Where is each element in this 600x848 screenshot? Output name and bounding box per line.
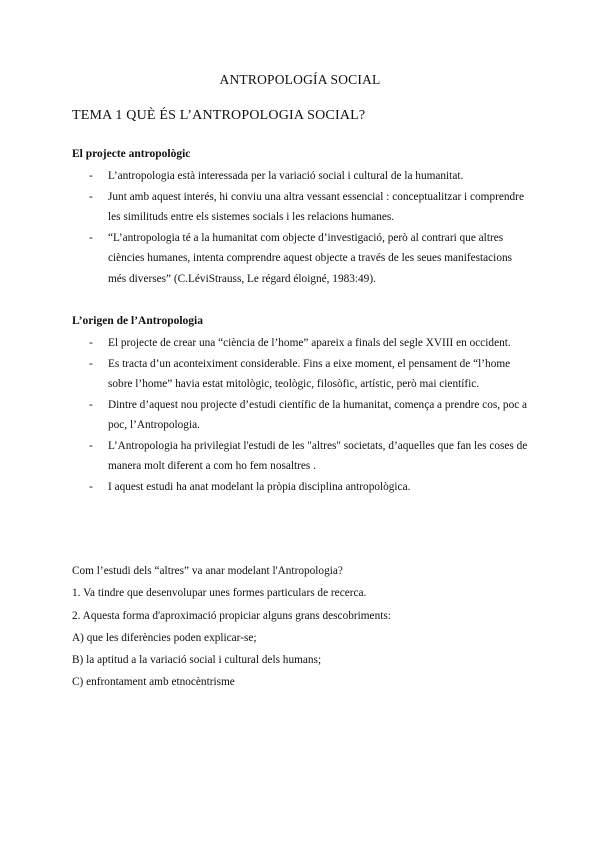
dash-marker: - [89, 439, 93, 452]
list-item: - Es tracta d’un aconteiximent considerable. Fins a eixe moment, el pensament de “l’home sobre l’home” havia estat mitològic, teològic, filosòfic, artístic, però mai científic. [72, 354, 532, 395]
section-origin-of-anthropology [72, 313, 532, 497]
bullet-list [72, 166, 532, 289]
topic-title: TEMA 1 QUÈ ÉS L’ANTROPOLOGIA SOCIAL? [72, 108, 366, 123]
list-item: - Junt amb aquest interés, hi conviu una altra vessant essencial : conceptualitzar i comprendre les similituds entre els sistemes socials i les relacions humanes. [72, 187, 532, 228]
document-title: ANTROPOLOGÍA SOCIAL [219, 72, 381, 87]
dash-marker: - [89, 170, 93, 182]
list-item: - Dintre d’aquest nou projecte d’estudi científic de la humanitat, comença a prendre cos, poc a poc, l’Antropologia. [72, 395, 532, 436]
dash-marker: - [89, 231, 93, 244]
dash-marker: - [89, 398, 93, 411]
dash-marker: - [89, 190, 93, 203]
dash-marker: - [89, 357, 93, 370]
section-heading: L’origen de l’Antropologia [72, 315, 203, 327]
list-item: - I aquest estudi ha anat modelant la pròpia disciplina antropològica. [72, 477, 532, 498]
list-item: - “L’antropologia té a la humanitat com objecte d’investigació, però al contrari que altres ciències humanes, intenta comprendre aquest objecte a través de les seues manifestacions més diverses” (C.LéviStrauss, Le régard éloigné, 1983:49). [72, 228, 532, 290]
numbered-point: 1. Va tindre que desenvolupar unes formes particulars de recerca. [72, 587, 367, 600]
section-anthropological-project [72, 146, 532, 289]
lettered-point: A) que les diferències poden explicar-se; [72, 631, 257, 644]
list-item: - L’Antropologia ha privilegiat l'estudi de les "altres" societats, d’aquelles que fan les coses de manera molt diferent a com ho fem nosaltres . [72, 436, 532, 477]
closing-paragraphs [72, 560, 542, 694]
lettered-point: C) enfrontament amb etnocèntrisme [72, 676, 235, 689]
section-heading: El projecte antropològic [72, 148, 191, 160]
dash-marker: - [89, 480, 93, 493]
lettered-point: B) la aptitud a la variació social i cultural dels humans; [72, 654, 322, 667]
numbered-point: 2. Aquesta forma d'aproximació propiciar alguns grans descobriments: [72, 609, 391, 622]
list-item: - L’antropologia està interessada per la variació social i cultural de la humanitat. [72, 166, 532, 187]
list-item: - El projecte de crear una “ciència de l’home” apareix a finals del segle XVIII en occident. [72, 333, 532, 354]
bullet-list [72, 333, 532, 497]
dash-marker: - [89, 337, 93, 349]
closing-question: Com l’estudi dels “altres” va anar modelant l'Antropologia? [72, 565, 343, 577]
